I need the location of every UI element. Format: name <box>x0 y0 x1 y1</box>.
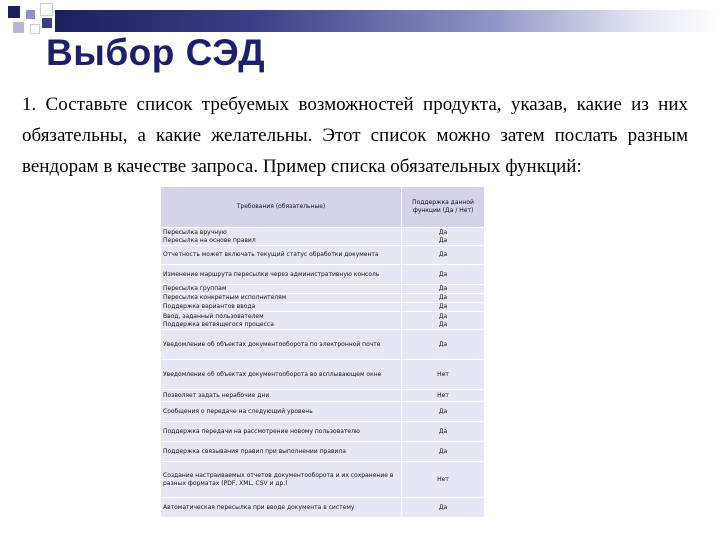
support-value: Да <box>438 236 448 244</box>
requirements-table <box>160 186 485 518</box>
requirement-cell <box>161 285 402 294</box>
requirement-text: Ввод, заданный пользователем <box>163 312 264 320</box>
support-value: Да <box>438 294 448 301</box>
header-support: Поддержка данной функции (Да / Нет) <box>402 187 485 228</box>
support-cell <box>402 294 485 303</box>
support-value: Да <box>438 320 448 328</box>
table-row <box>161 390 485 402</box>
support-cell <box>402 303 485 312</box>
requirement-text: Поддержка связывания правил при выполнении правила <box>163 447 346 455</box>
requirement-cell <box>161 422 402 442</box>
support-value: Да <box>438 303 448 310</box>
table-row <box>161 303 485 312</box>
support-value: Нет <box>437 391 449 399</box>
requirement-text: Уведомление об объектах документооборота по электронной почте <box>163 340 381 348</box>
table-row <box>161 360 485 390</box>
table-header-row <box>161 187 485 228</box>
requirement-cell <box>161 265 402 285</box>
support-cell <box>402 498 485 518</box>
table-row <box>161 422 485 442</box>
support-cell <box>402 228 485 246</box>
table-row <box>161 462 485 498</box>
support-cell <box>402 265 485 285</box>
requirement-cell <box>161 312 402 330</box>
support-cell <box>402 402 485 422</box>
requirement-cell <box>161 294 402 303</box>
support-value: Нет <box>437 475 449 483</box>
requirement-text: Позволяет задать нерабочие дни <box>163 391 270 399</box>
support-value: Да <box>438 340 448 348</box>
requirement-text: Пересылка конкретным исполнителям <box>163 294 287 301</box>
requirement-text: Сообщения о передаче на следующий уровень <box>163 407 313 415</box>
decor-square <box>30 24 40 34</box>
requirement-text: Автоматическая пересылка при вводе документа в систему <box>163 503 355 511</box>
requirement-cell <box>161 442 402 462</box>
requirement-text: Создание настраиваемых отчетов документооборота и их сохранение в разных форматах (PDF, XML, CSV и др.) <box>163 471 394 487</box>
requirement-text: Поддержка передачи на рассмотрение новому пользователю <box>163 427 360 435</box>
requirement-cell <box>161 390 402 402</box>
table-row <box>161 402 485 422</box>
table-row <box>161 294 485 303</box>
requirement-cell <box>161 402 402 422</box>
requirement-text: Пересылка на основе правил <box>163 236 256 244</box>
table-row <box>161 228 485 246</box>
support-value: Да <box>438 503 448 511</box>
support-value: Да <box>438 427 448 435</box>
header-bar <box>55 10 720 32</box>
table-row <box>161 330 485 360</box>
table-row <box>161 265 485 285</box>
requirement-cell <box>161 498 402 518</box>
requirement-cell <box>161 330 402 360</box>
table-row <box>161 285 485 294</box>
support-value: Да <box>438 228 448 236</box>
decor-square <box>42 18 52 28</box>
support-cell <box>402 360 485 390</box>
support-cell <box>402 462 485 498</box>
support-cell <box>402 285 485 294</box>
requirement-text: Отчетность может включать текущий статус обработки документа <box>163 251 379 258</box>
support-value: Да <box>438 447 448 455</box>
support-value: Да <box>438 407 448 415</box>
requirement-text: Пересылка группам <box>163 285 227 292</box>
table-row <box>161 442 485 462</box>
support-cell <box>402 422 485 442</box>
table-row <box>161 498 485 518</box>
requirement-text: Поддержка вариантов ввода <box>163 303 256 310</box>
table-body <box>161 228 485 518</box>
requirement-cell <box>161 303 402 312</box>
decor-square <box>26 10 35 19</box>
body-paragraph: 1. Составьте список требуемых возможностей продукта, указав, какие из них обязательны, а какие желательны. Этот список можно затем послать разным вендорам в качестве запроса. Пример списка обязательных функций: <box>22 94 688 177</box>
support-value: Нет <box>437 370 449 378</box>
support-value: Да <box>438 285 448 292</box>
support-cell <box>402 246 485 265</box>
support-cell <box>402 312 485 330</box>
support-cell <box>402 330 485 360</box>
requirement-cell <box>161 462 402 498</box>
support-value: Да <box>438 251 448 258</box>
requirement-text: Пересылка вручную <box>163 228 227 236</box>
decor-square <box>13 22 24 33</box>
requirement-text: Уведомление об объектах документооборота во всплывающем окне <box>163 370 382 378</box>
requirement-cell <box>161 246 402 265</box>
requirement-text: Поддержка ветвящегося процесса <box>163 320 274 328</box>
support-cell <box>402 442 485 462</box>
support-cell <box>402 390 485 402</box>
support-value: Да <box>438 270 448 278</box>
table-row <box>161 312 485 330</box>
decor-square <box>8 6 20 18</box>
requirement-cell <box>161 360 402 390</box>
table-row <box>161 246 485 265</box>
header-requirement: Требования (обязательные) <box>161 187 402 228</box>
requirement-cell <box>161 228 402 246</box>
support-value: Да <box>438 312 448 320</box>
slide-title: Выбор СЭД <box>46 32 266 73</box>
decor-square <box>40 3 53 16</box>
requirement-text: Изменение маршрута пересылки через административную консоль <box>163 270 380 278</box>
